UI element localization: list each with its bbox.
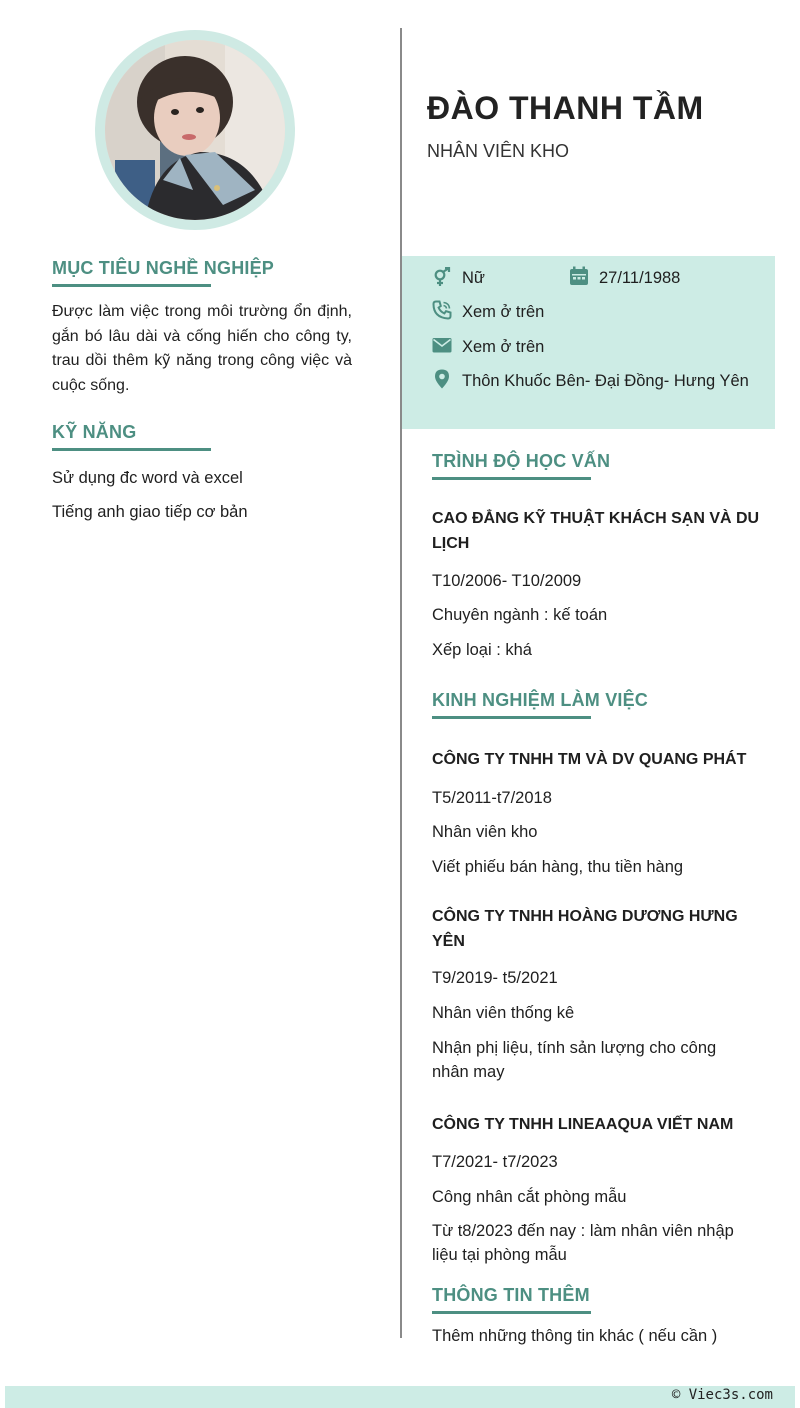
job-description: Từ t8/2023 đến nay : làm nhân viên nhập liệu tại phòng mẫu	[432, 1222, 734, 1264]
location-icon	[432, 369, 452, 389]
education-period: T10/2006- T10/2009	[432, 572, 582, 590]
job-position: Nhân viên thống kê	[432, 1004, 575, 1022]
objective-title: MỤC TIÊU NGHỀ NGHIỆP	[52, 258, 275, 278]
job-position: Công nhân cắt phòng mẫu	[432, 1188, 627, 1206]
column-divider	[400, 28, 402, 1338]
gender-value: Nữ	[462, 269, 485, 287]
skill-item: Sử dụng đc word và excel	[52, 469, 243, 487]
extra-text: Thêm những thông tin khác ( nếu cần )	[432, 1327, 718, 1345]
extra-underline	[432, 1311, 591, 1314]
job-company: CÔNG TY TNHH TM VÀ DV QUANG PHÁT	[432, 751, 747, 768]
phone-value: Xem ở trên	[462, 303, 545, 321]
education-title: TRÌNH ĐỘ HỌC VẤN	[432, 451, 611, 471]
avatar	[105, 40, 285, 220]
email-value: Xem ở trên	[462, 338, 545, 356]
address-value: Thôn Khuốc Bên- Đại Đồng- Hưng Yên	[462, 372, 749, 390]
extra-title: THÔNG TIN THÊM	[432, 1285, 590, 1305]
objective-underline	[52, 284, 211, 287]
job-company: CÔNG TY TNHH LINEAAQUA VIẾT NAM	[432, 1116, 734, 1133]
job-period: T7/2021- t7/2023	[432, 1153, 558, 1171]
candidate-role: NHÂN VIÊN KHO	[427, 141, 570, 161]
email-icon	[432, 335, 452, 355]
dob-value: 27/11/1988	[599, 269, 681, 287]
job-period: T5/2011-t7/2018	[432, 789, 552, 807]
job-company: CÔNG TY TNHH HOÀNG DƯƠNG HƯNG YÊN	[432, 908, 738, 950]
education-underline	[432, 477, 591, 480]
skill-item: Tiếng anh giao tiếp cơ bản	[52, 503, 248, 521]
job-description: Nhận phị liệu, tính sản lượng cho công nhân may	[432, 1039, 717, 1081]
job-position: Nhân viên kho	[432, 823, 538, 841]
candidate-name: ĐÀO THANH TẦM	[427, 90, 704, 126]
avatar-photo	[105, 40, 285, 220]
experience-title: KINH NGHIỆM LÀM VIỆC	[432, 690, 649, 710]
education-grade: Xếp loại : khá	[432, 641, 532, 659]
skills-underline	[52, 448, 211, 451]
gender-icon	[432, 267, 452, 287]
phone-icon	[432, 300, 452, 320]
job-description: Viết phiếu bán hàng, thu tiền hàng	[432, 858, 684, 876]
job-period: T9/2019- t5/2021	[432, 969, 558, 987]
calendar-icon	[569, 266, 589, 286]
school-name: CAO ĐẲNG KỸ THUẬT KHÁCH SẠN VÀ DU LỊCH	[432, 510, 760, 552]
experience-underline	[432, 716, 591, 719]
objective-text: Được làm việc trong môi trường ổn định, gắn bó lâu dài và cống hiến cho công ty, trau dồi thêm kỹ năng trong công việc và cuộc sống.	[52, 303, 352, 394]
education-major: Chuyên ngành : kế toán	[432, 606, 608, 624]
footer-watermark: © Viec3s.com	[671, 1387, 773, 1403]
skills-title: KỸ NĂNG	[52, 422, 137, 442]
